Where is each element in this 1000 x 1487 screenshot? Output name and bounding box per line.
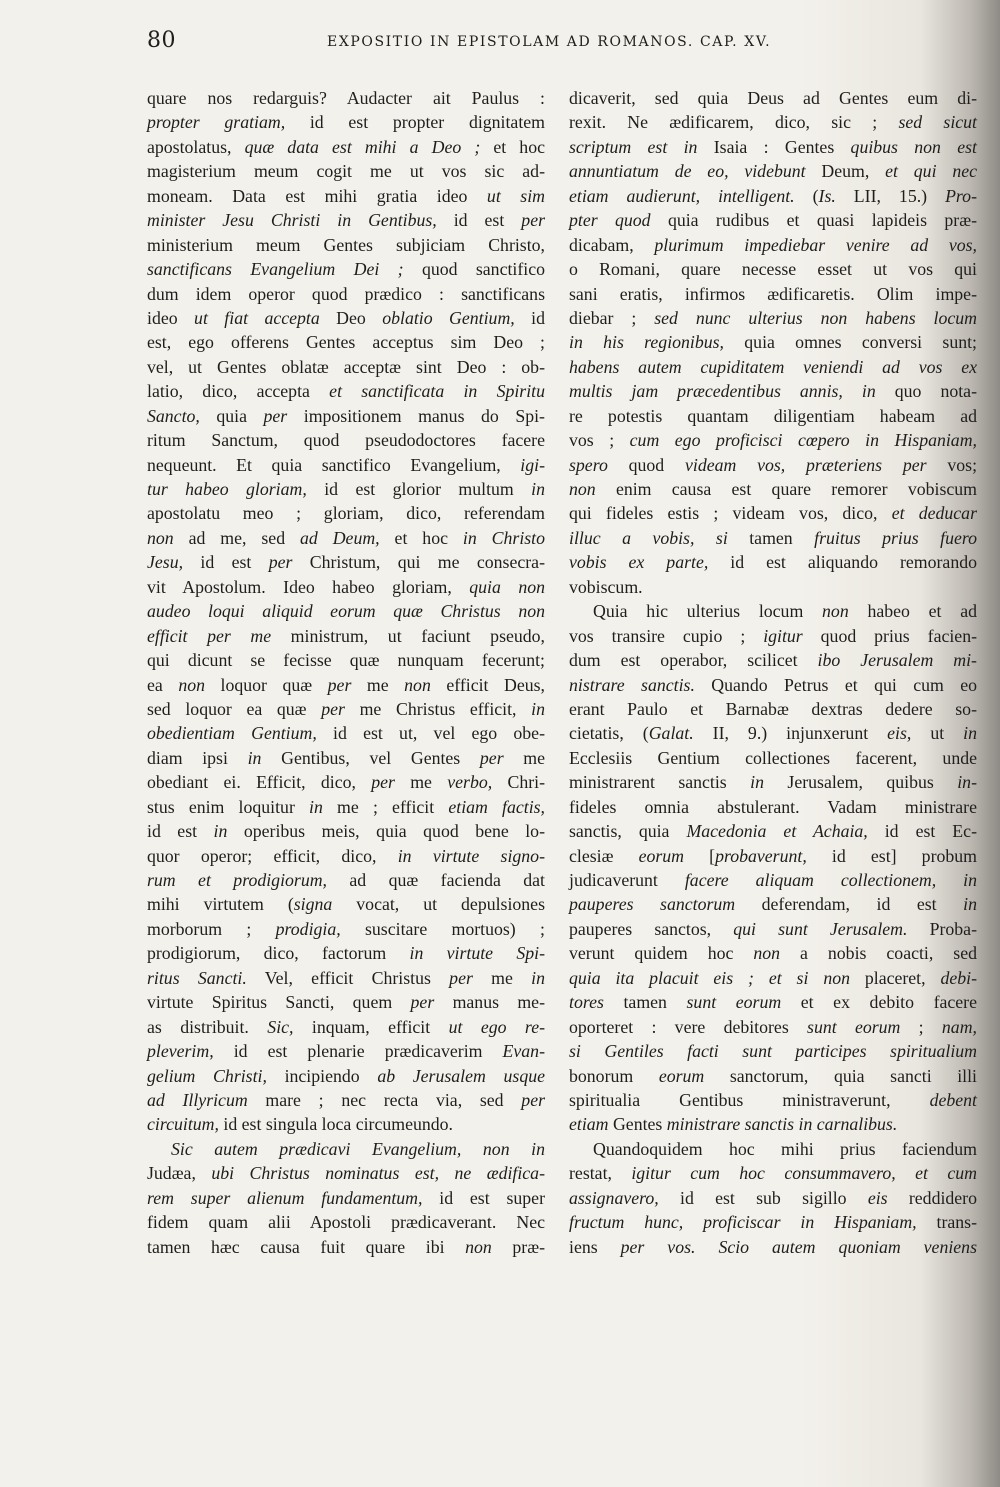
text-line: spero quod videam vos, præteriens per vos;	[569, 454, 978, 475]
text-line: quare nos redarguis? Audacter ait Paulus :	[147, 88, 545, 108]
text-line: pauperes sanctorum deferendam, id est in	[569, 894, 977, 915]
text-line: minister Jesu Christi in Gentibus, id est per	[147, 210, 545, 231]
text-line: sanctis, quia Macedonia et Achaia, id est Ec-	[569, 821, 977, 842]
text-line: qui dicunt se fecisse quæ nunquam fecerunt;	[147, 650, 545, 671]
text-line: magisterium meum cogit me ut vos sic ad-	[147, 161, 545, 182]
text-line: quia ita placuit eis ; et si non placeret, debi-	[569, 967, 977, 988]
text-line: ministerium meum Gentes subjiciam Christo,	[147, 234, 545, 255]
text-line: moneam. Data est mihi gratia ideo ut sim	[147, 185, 545, 206]
text-line: mihi virtutem (signa vocat, ut depulsiones	[147, 894, 545, 915]
text-line: habens autem cupiditatem veniendi ad vos ex	[569, 356, 977, 377]
text-line: id est in operibus meis, quia quod bene lo-	[147, 821, 545, 842]
text-line: assignavero, id est sub sigillo eis reddidero	[569, 1187, 977, 1208]
text-line: fideles omnia abstulerant. Vadam ministrare	[569, 796, 977, 817]
text-line: propter gratiam, id est propter dignitatem	[147, 112, 545, 133]
text-line: oporteret : vere debitores sunt eorum ; nam,	[569, 1016, 977, 1037]
right-column	[569, 86, 977, 1259]
text-line: scriptum est in Isaia : Gentes quibus non est	[569, 136, 977, 157]
text-line: ea non loquor quæ per me non efficit Deus,	[147, 674, 546, 695]
text-line: rem super alienum fundamentum, id est super	[147, 1187, 545, 1208]
text-line: virtute Spiritus Sancti, quem per manus me-	[147, 992, 545, 1013]
text-line: iens per vos. Scio autem quoniam veniens	[569, 1236, 977, 1257]
text-line: apostolatus, quæ data est mihi a Deo ; et hoc	[147, 136, 545, 157]
page-header	[147, 28, 827, 58]
text-line: rexit. Ne ædificarem, dico, sic ; sed sicut	[569, 112, 977, 133]
text-line: apostolatu meo ; gloriam, dico, referendam	[147, 503, 545, 524]
text-line: obediant ei. Efficit, dico, per me verbo, Chri-	[147, 772, 545, 793]
text-line: o Romani, quare necesse esset ut vos qui	[569, 259, 977, 280]
text-line: etiam audierunt, intelligent. (Is. LII, 15.) Pro-	[569, 185, 977, 206]
text-line: clesiæ eorum [probaverunt, id est] probum	[569, 845, 977, 866]
text-line: illuc a vobis, si tamen fruitus prius fuero	[569, 527, 977, 548]
text-line: vel, ut Gentes oblatæ acceptæ sint Deo : ob-	[147, 356, 545, 377]
text-line: non enim causa est quare remorer vobiscum	[569, 479, 977, 499]
text-line: nistrare sanctis. Quando Petrus et qui cum eo	[569, 674, 978, 695]
text-line: vos transire cupio ; igitur quod prius facien-	[569, 625, 978, 646]
text-line: multis jam præcedentibus annis, in quo nota-	[569, 381, 977, 402]
text-line: Jesu, id est per Christum, qui me consecra-	[147, 552, 545, 573]
text-line: latio, dico, accepta et sanctificata in Spiritu	[147, 381, 545, 402]
text-line: Quia hic ulterius locum non habeo et ad	[593, 601, 977, 622]
text-line: nequeunt. Et quia sanctifico Evangelium, igi-	[147, 454, 545, 475]
text-line: as distribuit. Sic, inquam, efficit ut ego re-	[147, 1016, 546, 1037]
page-number: 80	[147, 28, 176, 53]
text-line: cietatis, (Galat. II, 9.) injunxerunt eis, ut in	[569, 723, 977, 744]
text-line: morborum ; prodigia, suscitare mortuos) ;	[147, 918, 545, 939]
text-line: efficit per me ministrum, ut faciunt pseudo,	[147, 625, 545, 646]
text-line: obedientiam Gentium, id est ut, vel ego obe-	[147, 723, 545, 744]
text-line: tur habeo gloriam, id est glorior multum in	[147, 479, 546, 499]
text-line: dum idem operor quod prædico : sanctificans	[147, 283, 545, 304]
text-line: etiam Gentes ministrare sanctis in carnalibus.	[569, 1114, 898, 1135]
text-line: pleverim, id est plenarie prædicaverim Evan-	[147, 1041, 545, 1062]
text-line: non ad me, sed ad Deum, et hoc in Christo	[147, 527, 546, 548]
text-line: sani eratis, infirmos ædificaretis. Olim impe-	[569, 283, 977, 304]
text-line: sed loquor ea quæ per me Christus efficit, in	[147, 698, 545, 719]
text-line: ritum Sanctum, quod pseudodoctores facere	[147, 430, 545, 451]
text-line: vos ; cum ego proficisci cœpero in Hispaniam,	[569, 430, 977, 451]
text-line: gelium Christi, incipiendo ab Jerusalem usque	[147, 1065, 546, 1086]
text-line: pter quod quia rudibus et quasi lapideis præ-	[569, 210, 977, 231]
text-line: pauperes sanctos, qui sunt Jerusalem. Proba-	[569, 918, 977, 939]
text-line: est, ego offerens Gentes acceptus sim Deo ;	[147, 332, 545, 353]
text-line: in his regionibus, quia omnes conversi sunt;	[569, 332, 977, 353]
text-line: vit Apostolum. Ideo habeo gloriam, quia non	[147, 576, 545, 597]
text-line: vobiscum.	[569, 576, 643, 597]
text-line: diam ipsi in Gentibus, vel Gentes per me	[147, 747, 546, 768]
text-line: judicaverunt facere aliquam collectionem, in	[569, 870, 977, 890]
text-line: ad Illyricum mare ; nec recta via, sed per	[147, 1089, 545, 1110]
text-line: rum et prodigiorum, ad quæ facienda dat	[147, 870, 545, 890]
text-line: tores tamen sunt eorum et ex debito facere	[569, 992, 977, 1013]
text-line: fidem quam alii Apostoli prædicaverant. Nec	[147, 1212, 545, 1233]
running-head: EXPOSITIO IN EPISTOLAM AD ROMANOS. CAP. XV.	[327, 34, 772, 50]
text-line: Ecclesiis Gentium collectiones facerent, unde	[569, 747, 977, 768]
text-line: spiritualia Gentibus ministraverunt, debent	[569, 1089, 977, 1110]
text-line: Sic autem prædicavi Evangelium, non in	[171, 1138, 545, 1159]
text-line: qui fideles estis ; videam vos, dico, et deducar	[569, 503, 977, 524]
text-line: Quandoquidem hoc mihi prius faciendum	[593, 1138, 977, 1159]
text-line: dicaverit, sed quia Deus ad Gentes eum di-	[569, 88, 977, 108]
text-line: bonorum eorum sanctorum, quia sancti illi	[569, 1065, 977, 1086]
text-line: Judæa, ubi Christus nominatus est, ne ædifica-	[147, 1163, 545, 1184]
text-line: restat, igitur cum hoc consummavero, et cum	[569, 1163, 977, 1184]
text-line: stus enim loquitur in me ; efficit etiam factis,	[147, 796, 546, 817]
text-line: diebar ; sed nunc ulterius non habens locum	[569, 307, 977, 328]
text-line: ideo ut fiat accepta Deo oblatio Gentium, id	[147, 307, 545, 328]
text-line: vobis ex parte, id est aliquando remorando	[569, 552, 977, 573]
text-line: sanctificans Evangelium Dei ; quod sanctifico	[147, 259, 545, 280]
text-line: Sancto, quia per impositionem manus do Spi-	[147, 405, 545, 426]
text-line: prodigiorum, dico, factorum in virtute Spi-	[147, 943, 545, 964]
text-line: ritus Sancti. Vel, efficit Christus per me in	[147, 967, 546, 988]
text-line: dum est operabor, scilicet ibo Jerusalem mi-	[569, 650, 977, 671]
text-line: audeo loqui aliquid eorum quæ Christus non	[147, 601, 545, 622]
text-line: verunt quidem hoc non a nobis coacti, sed	[569, 943, 977, 964]
text-line: fructum hunc, proficiscar in Hispaniam, trans-	[569, 1212, 977, 1233]
text-line: ministrarent sanctis in Jerusalem, quibus in-	[569, 772, 977, 793]
text-line: tamen hæc causa fuit quare ibi non præ-	[147, 1236, 545, 1257]
text-line: circuitum, id est singula loca circumeundo.	[147, 1114, 453, 1135]
text-line: erant Paulo et Barnabæ dextras dedere so-	[569, 698, 977, 719]
left-column	[147, 86, 545, 1259]
text-line: si Gentiles facti sunt participes spiritualium	[569, 1041, 977, 1062]
text-line: annuntiatum de eo, videbunt Deum, et qui nec	[569, 161, 978, 182]
text-line: re potestis quantam diligentiam habeam ad	[569, 405, 977, 426]
text-line: quor operor; efficit, dico, in virtute signo-	[147, 845, 545, 866]
text-line: dicabam, plurimum impediebar venire ad vos,	[569, 234, 977, 255]
